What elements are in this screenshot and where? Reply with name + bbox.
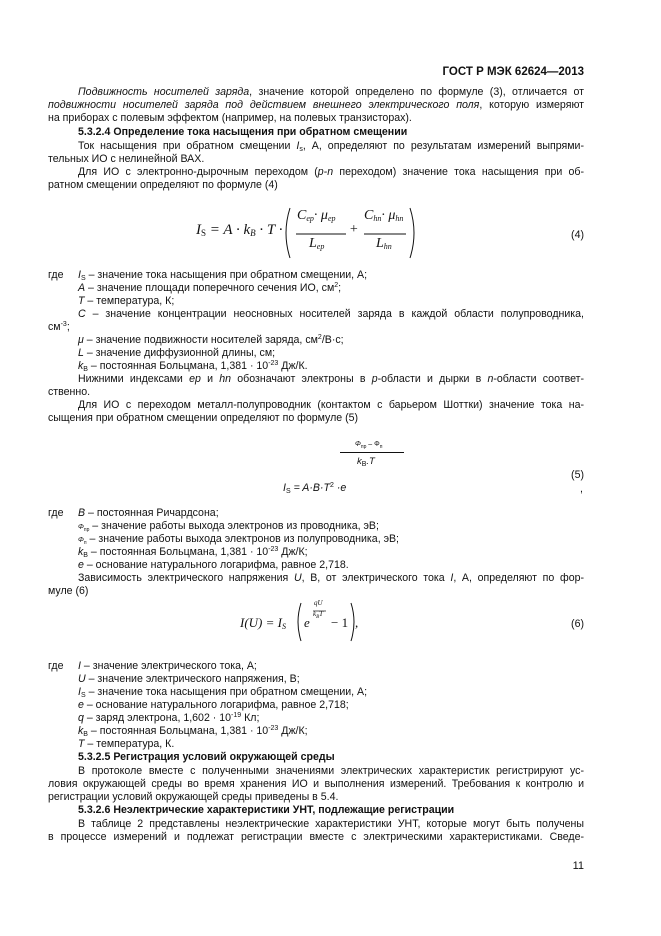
paragraph-line: Для ИО с электронно-дырочным переходом (p-n переходом) значение тока насыщения при об- bbox=[78, 166, 585, 178]
paragraph-line: Для ИО с переходом металл-полупроводник (контактом с барьером Шоттки) значение тока на- bbox=[78, 399, 584, 411]
paragraph-line: ратном смещении определяют по формуле (4) bbox=[48, 179, 278, 191]
section-heading: 5.3.2.4 Определение тока насыщения при обратном смещении bbox=[78, 126, 408, 138]
definition-line: e – основание натурального логарифма, равное 2,718. bbox=[78, 559, 349, 571]
paragraph-line: на приборах с полевым эффектом (например, на полевых транзисторах). bbox=[48, 112, 412, 124]
fraction-bar bbox=[340, 452, 404, 453]
paragraph-line: ственно. bbox=[48, 386, 91, 398]
definition-line: A – значение площади поперечного сечения ИО, $см^2$; bbox=[78, 282, 342, 294]
section-heading: 5.3.2.6 Неэлектрические характеристики УНТ, подлежащие регистрации bbox=[78, 804, 455, 816]
paragraph-line: сыщения при обратном смещении определяют по формуле (5) bbox=[48, 412, 359, 424]
definition-line: $\Phi_п$ – значение работы выхода электронов из полупроводника, эВ; bbox=[78, 533, 399, 546]
definition-line: L – значение диффузионной длины, см; bbox=[78, 347, 276, 359]
definition-line: $k_B$ – постоянная Больцмана, $1,381 \cdot 10^{-23}$ Дж/К; bbox=[78, 546, 308, 559]
paragraph-line: В таблице 2 представлены неэлектрические характеристики УНТ, которые могут быть получены bbox=[78, 818, 584, 830]
paragraph-line: Нижними индексами ep и hn обозначают электроны в p-области и дырки в n-области соответ- bbox=[78, 373, 585, 385]
italic-term: подвижности носителей заряда под действием внешнего электрического поля bbox=[48, 99, 480, 111]
document-page: ГОСТ Р МЭК 62624—2013 Подвижность носителей заряда, значение которой определено по формуле (3), отличается от подвижности носителей заряда под действием внешнего электрического поля, которую измеряют на приборах с полевым эффектом (например, на полевых транзисторах). 5.3.2.4 Определение тока насыщения при обратном смещении Ток насыщения при обратном смещении $I_s$, А, определяют по результатам измерений выпрями- тельных ИО с нелинейной ВАХ. Для ИО с электронно-дырочным переходом (p-n переходом) значение тока насыщения при об- ратном смещении определяют по формуле (4) $I_S = A \cdot k_B \cdot T$ · $C_{ep}\cdot \mu_{ep}$ $L_{ep}$ + $C_{hn}\cdot \mu_{hn}$ $L_{hn}$ (4) где $I_S$ – значение тока насыщения при обратном смещении, А; A – значение площади поперечного сечения ИО, $см^2$; T – температура, К; C – значение концентрации неосновных носителей заряда в каждой области полупроводника, $см^{-3}$; μ – значение подвижности носителей заряда, $см^2/В\cdot с$; L – значение диффузионной длины, см; $k_B$ – постоянная Больцмана, $1,381 \cdot 10^{-23}$ Дж/К. Нижними индексами ep и hn обозначают электроны в p-области и дырки в n-области соответ- ственно. Для ИО с переходом металл-полупроводник (контактом с барьером Шоттки) значение тока на- сыщения при обратном смещении определяют по формуле (5) $\Phi_{пр} - \Phi_п$ $k_B.T$ $I_S = A\cdot B\cdot T^2 \cdot e$ (5) , где B – постоянная Ричардсона; $\Phi_{пр}$ – значение работы выхода электронов из проводника, эВ; $\Phi_п$ – значение работы выхода электронов из полупроводника, эВ; $k_B$ – постоянная Больцмана, $1,381 \cdot 10^{-23}$ Дж/К; e – основание натурального логарифма, равное 2,718. Зависимость электрического напряжения U, В, от электрического тока I, А, определяют по фор- муле (6) $I(U) = I_S$ e qU $k_BT$ − 1 , (6) где I – значение электрического тока, А; U – значение электрического напряжения, В; $I_S$ – значение тока насыщения при обратном смещении, А; e – основание натурального логарифма, равное 2,718; q – заряд электрона, $1,602 \cdot 10^{-19}$ Кл; $k_B$ – постоянная Больцмана, $1,381 \cdot 10^{-23}$ Дж/К; T – температура, К. 5.3.2.5 Регистрация условий окружающей среды В протоколе вместе с полученными значениями электрических характеристик регистрируют ус- ловия окружающей среды во время хранения ИО и выполнения измерений. Требования к контролю и регистрации условий окружающей среды приведены в 5.4. 5.3.2.6 Неэлектрические характеристики УНТ, подлежащие регистрации В таблице 2 представлены неэлектрические характеристики УНТ, которые могут быть получены в процессе измерений и подлежат регистрации вместе с электрическими характеристиками. Сведе- 11 bbox=[48, 66, 585, 872]
paragraph-line: В протоколе вместе с полученными значениями электрических характеристик регистрируют ус- bbox=[78, 765, 584, 777]
paragraph-line: тельных ИО с нелинейной ВАХ. bbox=[48, 153, 205, 165]
definition-line: I – значение электрического тока, А; bbox=[78, 660, 257, 672]
definition-line: B – постоянная Ричардсона; bbox=[78, 507, 219, 519]
paragraph-line: Ток насыщения при обратном смещении $I_s$, А, определяют по результатам измерений выпрями- bbox=[78, 140, 584, 153]
paragraph-line: регистрации условий окружающей среды приведены в 5.4. bbox=[48, 791, 339, 803]
paragraph-line: подвижности носителей заряда под действием внешнего электрического поля, которую измеряют bbox=[48, 99, 585, 111]
definition-line: U – значение электрического напряжения, В; bbox=[78, 673, 300, 685]
page-number: 11 bbox=[572, 860, 584, 872]
definition-line: μ – значение подвижности носителей заряда, $см^2/В\cdot с$; bbox=[78, 334, 344, 346]
definition-line: T – температура, К. bbox=[78, 738, 175, 750]
definition-line: T – температура, К; bbox=[78, 295, 175, 307]
definition-line: $см^{-3}$; bbox=[48, 321, 70, 333]
document-header: ГОСТ Р МЭК 62624—2013 bbox=[442, 66, 584, 78]
definition-line: $k_B$ – постоянная Больцмана, $1,381 \cdot 10^{-23}$ Дж/К. bbox=[78, 360, 308, 373]
italic-term: Подвижность носителей заряда bbox=[78, 86, 250, 98]
definition-line: $I_S$ – значение тока насыщения при обратном смещении, А; bbox=[78, 269, 368, 282]
definition-line: $I_S$ – значение тока насыщения при обратном смещении, А; bbox=[78, 686, 368, 699]
definition-line: e – основание натурального логарифма, равное 2,718; bbox=[78, 699, 349, 711]
definition-line: $\Phi_{пр}$ – значение работы выхода электронов из проводника, эВ; bbox=[78, 520, 379, 533]
definition-line: q – заряд электрона, $1,602 \cdot 10^{-19}$ Кл; bbox=[78, 712, 260, 724]
paragraph-line: Подвижность носителей заряда, значение которой определено по формуле (3), отличается от bbox=[78, 86, 585, 98]
paragraph-line: Зависимость электрического напряжения U, В, от электрического тока I, А, определяют по фор- bbox=[78, 572, 585, 584]
paragraph-line: в процессе измерений и подлежат регистрации вместе с электрическими характеристиками. Сведе- bbox=[48, 831, 584, 843]
section-heading: 5.3.2.5 Регистрация условий окружающей среды bbox=[78, 751, 335, 763]
paragraph-line: ловия окружающей среды во время хранения ИО и выполнения измерений. Требования к контролю и bbox=[48, 778, 584, 790]
paragraph-line: муле (6) bbox=[48, 585, 89, 597]
definition-line: C – значение концентрации неосновных носителей заряда в каждой области полупроводника, bbox=[78, 308, 584, 320]
definition-line: $k_B$ – постоянная Больцмана, $1,381 \cdot 10^{-23}$ Дж/К; bbox=[78, 725, 308, 738]
